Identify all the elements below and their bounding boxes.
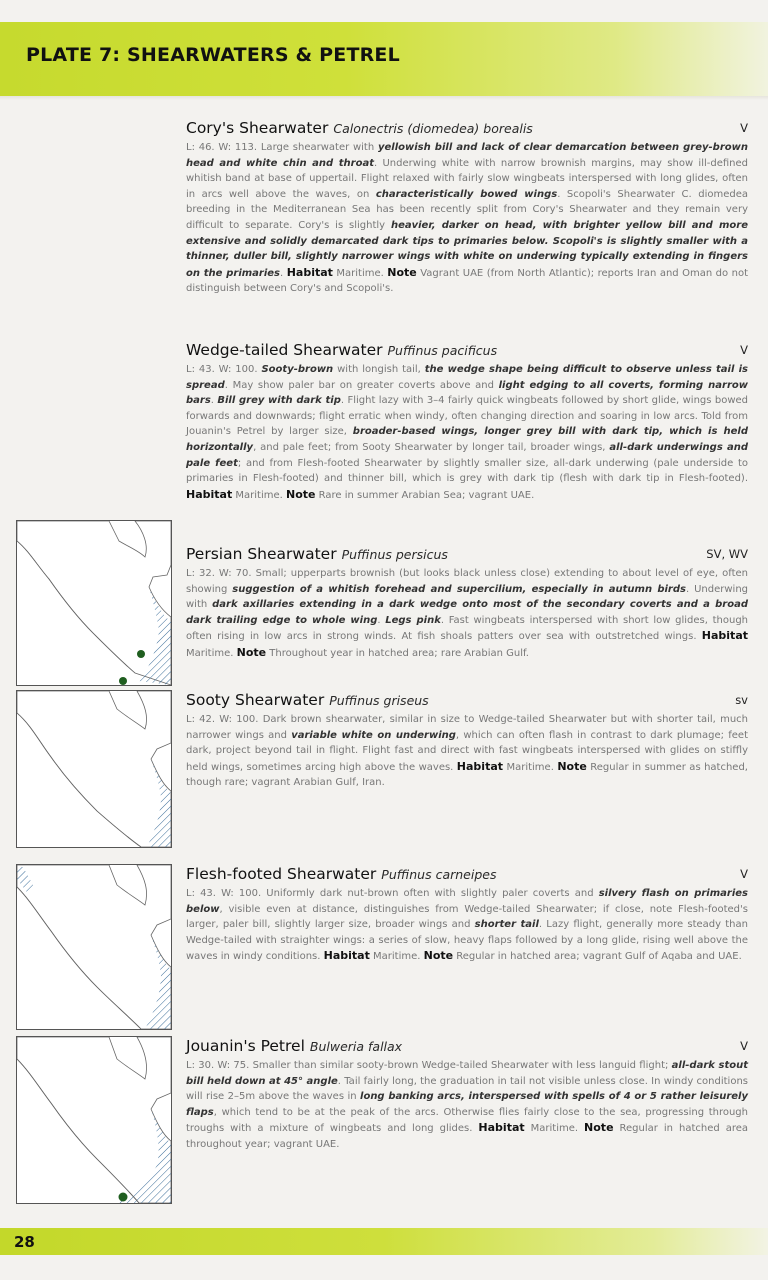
key-feature: suggestion of a whitish forehead and supercilium, especially in autumn birds — [232, 583, 686, 595]
key-feature: variable white on underwing — [291, 729, 456, 741]
key-feature: broader-based wings, longer grey bill with dark tip, which is held horizontally — [186, 426, 749, 453]
status-code: V — [740, 343, 748, 357]
scientific-name: Puffinus pacificus — [387, 343, 498, 358]
note-label: Note — [286, 487, 316, 501]
description-text: Maritime. — [524, 1123, 585, 1135]
key-feature: all-dark underwings and pale feet — [186, 441, 748, 469]
range-dot — [119, 1193, 128, 1202]
species-description — [186, 566, 748, 662]
species-entry-flesh-footed-shearwater — [186, 864, 748, 965]
description-text: . Underwing white with narrow brownish margins, may show ill-defined whitish band at base of uppertail. Flight relaxed with fairly slow wingbeats interspersed with long glides, often in arcs well above the waves, on — [186, 157, 748, 200]
species-name: Flesh-footed Shearwater — [186, 865, 377, 883]
key-feature: the wedge shape being difficult to observe unless tail is spread — [186, 364, 748, 391]
status-code: V — [740, 121, 748, 135]
note-label: Note — [557, 759, 587, 773]
description-text: . Tail fairly long, the graduation in tail not visible unless close. In windy conditions will rise 2–5m above the waves in — [186, 1075, 748, 1103]
key-feature: silvery flash on primaries below — [186, 888, 748, 915]
range-dot — [119, 677, 127, 685]
key-feature: Bill grey with dark tip — [217, 395, 341, 407]
habitat-label: Habitat — [323, 949, 370, 963]
description-text: Maritime. — [369, 951, 424, 963]
entry-heading — [186, 1036, 748, 1058]
key-feature: all-dark stout bill held down at 45° angle — [186, 1060, 748, 1087]
note-label: Note — [423, 949, 454, 963]
description-text: Maritime. — [186, 647, 237, 659]
key-feature: Legs pink — [385, 614, 441, 626]
status-code: SV, WV — [706, 547, 748, 561]
entry-heading — [186, 340, 748, 362]
plate-header — [0, 22, 768, 96]
description-text: . Fast wingbeats interspersed with short low glides, though often rising in low arcs in strong winds. At fish shoals patters over sea with outstretched wings. — [186, 614, 749, 643]
page-footer — [0, 1228, 768, 1255]
description-text: . May show paler bar on greater coverts above and — [224, 379, 499, 391]
scientific-name: Calonectris (diomedea) borealis — [333, 121, 533, 136]
habitat-label: Habitat — [186, 487, 233, 501]
key-feature: light edging to all coverts, forming narrow bars — [186, 379, 748, 407]
status-code: sv — [735, 693, 748, 707]
species-name: Wedge-tailed Shearwater — [186, 341, 383, 359]
scientific-name: Puffinus griseus — [329, 693, 429, 708]
plate-title: PLATE 7: SHEARWATERS & PETREL — [26, 44, 400, 66]
description-text: Maritime. — [503, 761, 558, 773]
description-text: Throughout year in hatched area; rare Arabian Gulf. — [266, 647, 529, 659]
description-text: Maritime. — [332, 267, 388, 279]
description-text: Rare in summer Arabian Sea; vagrant UAE. — [315, 489, 535, 501]
description-text: L: 43. W: 100. — [186, 364, 262, 375]
species-name: Jouanin's Petrel — [186, 1037, 305, 1055]
species-description — [186, 140, 748, 297]
description-text: Regular in summer as hatched, though rare; vagrant Arabian Gulf, Iran. — [186, 761, 748, 789]
description-text: ; and from Flesh-footed Shearwater by slightly smaller size, all-dark underwing (pale underside to primaries in Flesh-footed) and thinner bill, which is grey with dark tip (flesh with dark tip in Flesh-footed). — [186, 457, 749, 485]
species-entry-jouanins-petrel — [186, 1036, 748, 1153]
key-feature: Sooty-brown — [261, 364, 334, 375]
description-text: , and pale feet; from Sooty Shearwater by longer tail, broader wings, — [253, 441, 610, 453]
description-text: . — [280, 267, 287, 279]
note-label: Note — [387, 265, 417, 279]
key-feature: heavier, darker on head, with brighter yellow bill and more extensive and solidly demarcated dark tips to primaries below. Scopoli's is slightly smaller with a thinner, duller bill, slightly narrower wings with white on underwing typically extending in fingers on the primaries — [186, 219, 748, 279]
species-name: Persian Shearwater — [186, 545, 337, 563]
description-text: . — [377, 614, 386, 626]
description-text: Regular in hatched area throughout year; vagrant UAE. — [186, 1123, 748, 1150]
status-code: V — [740, 867, 748, 881]
species-description — [186, 1058, 748, 1153]
key-feature: dark axillaries extending in a dark wedge onto most of the secondary coverts and a broad dark trailing edge to whole wing — [186, 599, 748, 626]
habitat-label: Habitat — [701, 629, 748, 643]
description-text: with longish tail, — [333, 364, 425, 375]
description-text: . Flight lazy with 3–4 fairly quick wingbeats followed by short glide, wings bowed forwards and downwards; flight erratic when windy, often changing direction and soaring in low arcs. Told from Jouanin's Petrel by larger size, — [186, 395, 748, 438]
description-text: L: 46. W: 113. Large shearwater with — [186, 142, 378, 153]
species-description — [186, 362, 748, 503]
persian-shearwater-range-map — [16, 520, 172, 686]
species-name: Cory's Shearwater — [186, 119, 329, 137]
flesh-footed-shearwater-range-map — [16, 864, 172, 1030]
scientific-name: Bulweria fallax — [309, 1039, 403, 1054]
description-text: , visible even at distance, distinguishes from Wedge-tailed Shearwater; if close, note Flesh-footed's larger, paler bill, slightly larger size, broader wings and — [186, 903, 748, 931]
description-text: L: 32. W: 70. Small; upperparts brownish (but looks black unless close) extending to about level of eye, often showing — [186, 568, 748, 595]
description-text: L: 30. W: 75. Smaller than similar sooty-brown Wedge-tailed Shearwater with less languid flight; — [186, 1060, 672, 1071]
description-text: L: 42. W: 100. Dark brown shearwater, similar in size to Wedge-tailed Shearwater but with shorter tail, much narrower wings and — [186, 714, 748, 741]
habitat-label: Habitat — [478, 1121, 525, 1135]
description-text: . Lazy flight, generally more steady than Wedge-tailed with straighter wings: a series of slow, heavy flaps followed by a long glide, rising well above the waves in windy conditions. — [186, 919, 748, 963]
entry-heading — [186, 864, 748, 886]
species-name: Sooty Shearwater — [186, 691, 325, 709]
species-entry-sooty-shearwater — [186, 690, 748, 791]
description-text: . Underwing with — [186, 583, 749, 611]
entry-heading — [186, 544, 748, 566]
description-text: , which can often flash in contrast to dark plumage; feet dark, project beyond tail in flight. Flight fast and direct with fast wingbeats interspersed with glides on stiffly held wings, sometimes arcing high above the waves. — [186, 729, 749, 773]
key-feature: characteristically bowed wings — [375, 188, 558, 200]
species-description — [186, 886, 748, 965]
entry-heading — [186, 690, 748, 712]
description-text: . — [210, 395, 218, 407]
species-description — [186, 712, 748, 791]
note-label: Note — [236, 645, 267, 659]
species-entry-wedge-tailed-shearwater — [186, 340, 748, 503]
entry-heading — [186, 118, 748, 140]
jouanins-petrel-range-map — [16, 1036, 172, 1204]
key-feature: long banking arcs, interspersed with spells of 4 or 5 rather leisurely flaps — [186, 1091, 748, 1118]
species-entry-persian-shearwater — [186, 544, 748, 662]
key-feature: shorter tail — [474, 919, 539, 931]
header-divider — [0, 96, 768, 100]
description-text: Vagrant UAE (from North Atlantic); reports Iran and Oman do not distinguish between Cory's and Scopoli's. — [186, 267, 748, 295]
scientific-name: Puffinus persicus — [341, 547, 448, 562]
habitat-label: Habitat — [456, 759, 504, 773]
range-dot — [137, 650, 145, 658]
scientific-name: Puffinus carneipes — [381, 867, 497, 882]
key-feature: yellowish bill and lack of clear demarcation between grey-brown head and white chin and throat — [186, 142, 748, 169]
description-text: . Scopoli's Shearwater C. diomedea breeding in the Mediterranean Sea has been recently split from Cory's Shearwater and they remain very difficult to separate. Cory's is slightly — [186, 188, 749, 231]
species-entry-corys-shearwater — [186, 118, 748, 297]
habitat-label: Habitat — [286, 265, 333, 279]
status-code: V — [740, 1039, 748, 1053]
description-text: Regular in hatched area; vagrant Gulf of Aqaba and UAE. — [453, 951, 742, 963]
page-number: 28 — [14, 1233, 35, 1251]
sooty-shearwater-range-map — [16, 690, 172, 848]
description-text: , which tend to be at the peak of the arcs. Otherwise flies fairly close to the sea, progressing through troughs with a mixture of wingbeats and long glides. — [186, 1106, 748, 1135]
note-label: Note — [584, 1121, 614, 1135]
description-text: L: 43. W: 100. Uniformly dark nut-brown often with slightly paler coverts and — [186, 888, 599, 899]
description-text: Maritime. — [232, 489, 286, 501]
